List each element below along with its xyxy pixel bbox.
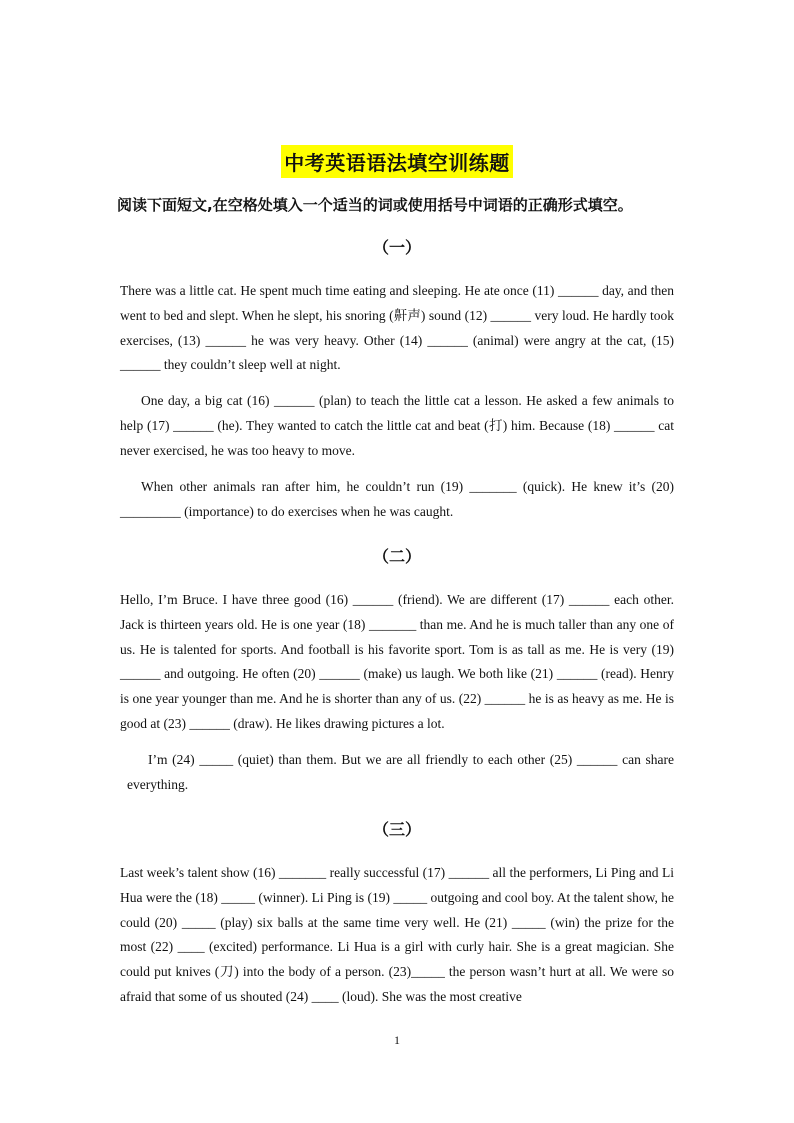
section-heading-3: （三） — [372, 820, 421, 839]
title-container — [0, 145, 794, 178]
page-number: 1 — [394, 1033, 400, 1047]
section-heading-1: （一） — [372, 238, 421, 257]
section-1-paragraph-3: When other animals ran after him, he couldn’t run (19) _______ (quick). He knew it’s (20) _________ (importance) to do exercises when he was caught. — [120, 479, 674, 519]
section-heading-2: （二） — [372, 547, 421, 566]
page-title: 中考英语语法填空训练题 — [281, 145, 513, 178]
instruction-text: 阅读下面短文,在空格处填入一个适当的词或使用括号中词语的正确形式填空。 — [117, 196, 633, 214]
section-2-paragraph-2: I’m (24) _____ (quiet) than them. But we are all friendly to each other (25) ______ can share everything. — [127, 752, 674, 792]
section-1-paragraph-1: There was a little cat. He spent much time eating and sleeping. He ate once (11) ______ day, and then went to bed and slept. When he slept, his snoring (鼾声) sound (12) ______ very loud. He hardly took exercises, (13) ______ he was very heavy. Other (14) ______ (animal) were angry at the cat, (15) ______ they couldn’t sleep well at night. — [120, 283, 674, 373]
section-1-paragraph-2: One day, a big cat (16) ______ (plan) to teach the little cat a lesson. He asked a few animals to help (17) ______ (he). They wanted to catch the little cat and beat (打) him. Because (18) ______ cat never exercised, he was too heavy to move. — [120, 393, 674, 458]
section-2-paragraph-1: Hello, I’m Bruce. I have three good (16) ______ (friend). We are different (17) ______ each other. Jack is thirteen years old. He is one year (18) _______ than me. And he is much taller than any one of us. He is talented for sports. And football is his favorite sport. Tom is as tall as me. He is very (19) ______ and outgoing. He often (20) ______ (make) us laugh. We both like (21) ______ (read). Henry is one year younger than me. And he is shorter than any of us. (22) ______ he is as heavy as me. He is good at (23) ______ (draw). He likes drawing pictures a lot. — [120, 592, 674, 731]
section-3-paragraph-1: Last week’s talent show (16) _______ really successful (17) ______ all the performers, Li Ping and Li Hua were the (18) _____ (winner). Li Ping is (19) _____ outgoing and cool boy. At the talent show, he could (20) _____ (play) six balls at the same time very well. He (21) _____ (win) the prize for the most (22) ____ (excited) performance. Li Hua is a girl with curly hair. She is a great magician. She could put knives (刀) into the body of a person. (23)_____ the person wasn’t hurt at all. We were so afraid that some of us shouted (24) ____ (loud). She was the most creative — [120, 865, 674, 1004]
